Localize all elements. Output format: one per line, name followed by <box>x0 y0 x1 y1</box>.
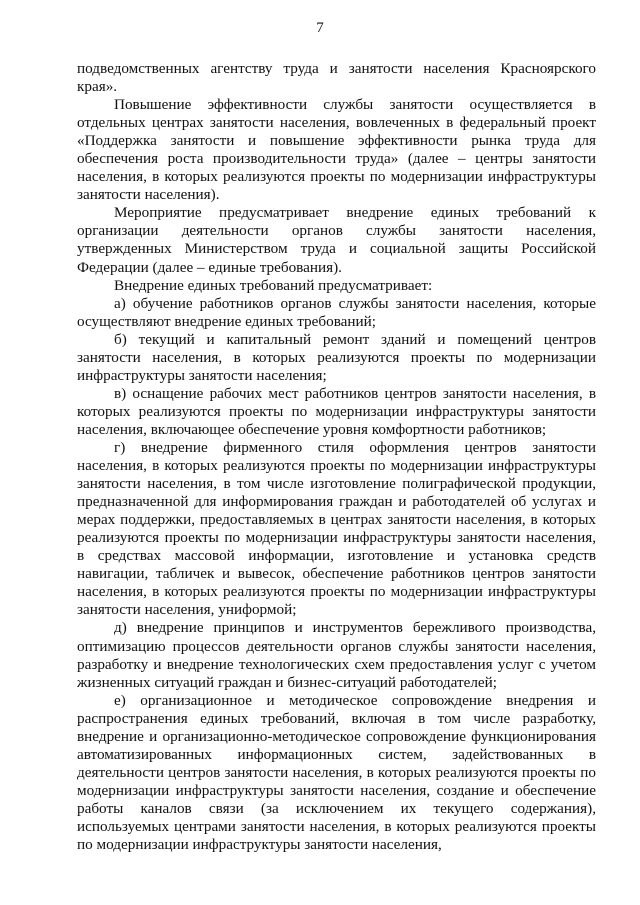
paragraph-efficiency: Повышение эффективности службы занятости осуществляется в отдельных центрах занятости населения, вовлеченных в федеральный проект «Поддержка занятости и повышение эффективности рынка труда для обеспечения роста производительности труда» (далее – центры занятости населения, в которых реализуются проекты по модернизации инфраструктуры занятости населения). <box>77 96 596 204</box>
document-body <box>77 60 596 854</box>
paragraph-requirements-intro: Внедрение единых требований предусматривает: <box>114 276 433 294</box>
page-number: 7 <box>316 20 324 36</box>
list-item-g: г) внедрение фирменного стиля оформления центров занятости населения, в которых реализуются проекты по модернизации инфраструктуры занятости населения, в том числе изготовление полиграфической продукции, предназначенной для информирования граждан и работодателей об услугах и мерах поддержки, предоставляемых в центрах занятости населения, в которых реализуются проекты по модернизации инфраструктуры занятости населения, в средствах массовой информации, изготовление и установка средств навигации, табличек и вывесок, обеспечение работников центров занятости населения, в которых реализуются проекты по модернизации инфраструктуры занятости населения, униформой; <box>77 438 596 619</box>
list-item-a: а) обучение работников органов службы занятости населения, которые осуществляют внедрение единых требований; <box>77 294 596 330</box>
paragraph-measure: Мероприятие предусматривает внедрение единых требований к организации деятельности органов службы занятости населения, утвержденных Министерством труда и социальной защиты Российской Федерации (далее – единые требования). <box>77 204 596 276</box>
list-item-v: в) оснащение рабочих мест работников центров занятости населения, в которых реализуются проекты по модернизации инфраструктуры занятости населения, включающее обеспечение уровня комфортности работников; <box>77 384 596 438</box>
list-item-d: д) внедрение принципов и инструментов бережливого производства, оптимизацию процессов деятельности органов службы занятости населения, разработку и внедрение технологических схем предоставления услуг с учетом жизненных ситуаций граждан и бизнес-ситуаций работодателей; <box>77 619 596 691</box>
list-item-b: б) текущий и капитальный ремонт зданий и помещений центров занятости населения, в которых реализуются проекты по модернизации инфраструктуры занятости населения; <box>77 330 596 384</box>
paragraph-continuation: подведомственных агентству труда и занятости населения Красноярского края». <box>77 60 596 96</box>
list-item-e: е) организационное и методическое сопровождение внедрения и распространения единых требований, включая в том числе разработку, внедрение и организационно-методическое сопровождение функционирования автоматизированных информационных систем, задействованных в деятельности центров занятости населения, в которых реализуются проекты по модернизации инфраструктуры занятости населения, создание и обеспечение работы каналов связи (за исключением их текущего содержания), используемых центрами занятости населения, в которых реализуются проекты по модернизации инфраструктуры занятости населения, <box>77 691 596 854</box>
